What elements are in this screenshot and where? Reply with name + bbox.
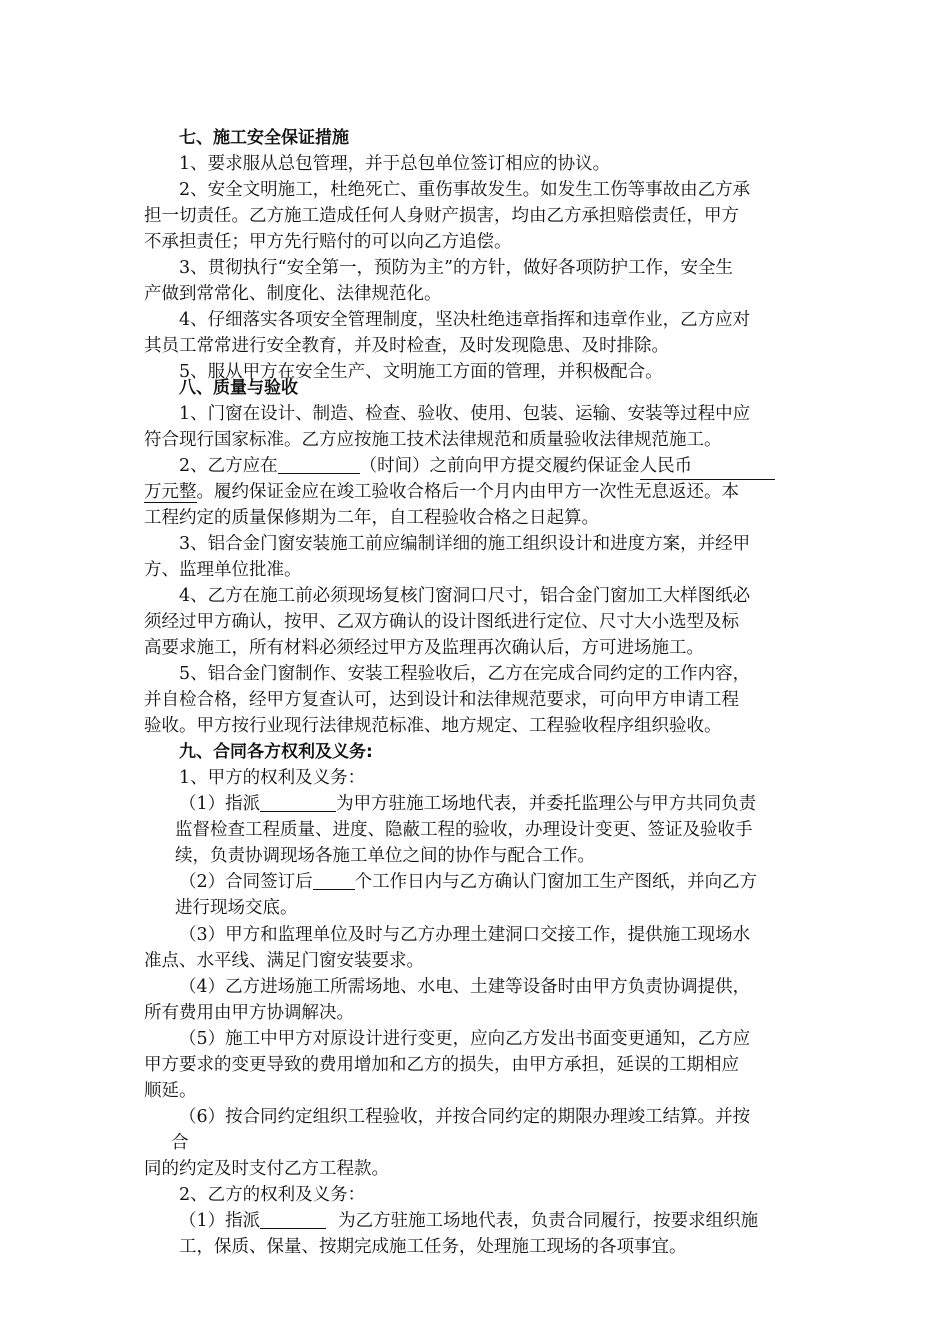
- amount-unit: 万元整: [144, 482, 197, 502]
- party-b-title: 2、乙方的权利及义务：: [179, 1185, 366, 1205]
- s8-item-2-line-1: [179, 453, 775, 480]
- party-a-item-2-rest: 个工作日内与乙方确认门窗加工生产图纸，并向乙方: [354, 872, 758, 892]
- s8-item-1-line-2: 符合现行国家标准。乙方应按施工技术法律规范和质量验收法律规范施工。: [144, 430, 722, 450]
- s8-item-2-line-3: 工程约定的质量保修期为二年，自工程验收合格之日起算。: [144, 508, 599, 528]
- section-7-heading: 七、施工安全保证措施: [179, 128, 349, 148]
- currency-label: 人民币: [639, 456, 693, 476]
- time-blank[interactable]: [278, 455, 360, 474]
- party-a-item-5-line-1: （5）施工中甲方对原设计进行变更，应向乙方发出书面变更通知，乙方应: [179, 1029, 751, 1049]
- party-b-item-1-prefix: （1）指派: [179, 1211, 261, 1231]
- s8-item-3-line-2: 方、监理单位批准。: [144, 560, 302, 580]
- s8-item-2-rest: 。履约保证金应在竣工验收合格后一个月内由甲方一次性无息返还。本: [196, 482, 739, 502]
- s7-item-2-line-1: 2、安全文明施工，杜绝死亡、重伤事故发生。如发生工伤等事故由乙方承: [179, 180, 751, 200]
- party-a-item-6-line-1: （6）按合同约定组织工程验收，并按合同约定的期限办理竣工结算。并按: [179, 1107, 751, 1127]
- s7-item-1: 1、要求服从总包管理，并于总包单位签订相应的协议。: [179, 154, 611, 174]
- party-a-item-1-rest: 为甲方驻施工场地代表，并委托监理公与甲方共同负责: [336, 794, 757, 814]
- s8-item-4-line-2: 须经过甲方确认，按甲、乙双方确认的设计图纸进行定位、尺寸大小选型及标: [144, 612, 739, 632]
- party-a-title: 1、甲方的权利及义务：: [179, 768, 366, 788]
- party-a-item-4-line-1: （4）乙方进场施工所需场地、水电、土建等设备时由甲方负责协调提供，: [179, 977, 751, 997]
- party-a-item-5-line-2: 甲方要求的变更导致的费用增加和乙方的损失，由甲方承担，延误的工期相应: [144, 1055, 739, 1075]
- party-a-item-1-line-1: [179, 791, 756, 817]
- section-8-heading: 八、质量与验收: [179, 378, 298, 398]
- s7-item-2-line-2: 担一切责任。乙方施工造成任何人身财产损害，均由乙方承担赔偿责任，甲方: [144, 206, 739, 226]
- party-a-representative-blank[interactable]: [260, 793, 336, 812]
- s7-item-5: 5、服从甲方在安全生产、文明施工方面的管理，并积极配合。: [179, 362, 663, 382]
- deposit-amount-field[interactable]: [640, 453, 775, 480]
- s8-item-2-mid: （时间）之前向甲方提交履约保证金: [359, 456, 640, 476]
- party-a-item-1-prefix: （1）指派: [179, 794, 261, 814]
- s8-item-2-prefix: 2、乙方应在: [179, 456, 278, 476]
- s8-item-5-line-2: 并自检合格，经甲方复查认可，达到设计和法律规范要求，可向甲方申请工程: [144, 690, 739, 710]
- party-b-item-1-line-1: [179, 1208, 758, 1234]
- s8-item-5-line-1: 5、铝合金门窗制作、安装工程验收后，乙方在完成合同约定的工作内容，: [179, 664, 751, 684]
- party-a-item-3-line-1: （3）甲方和监理单位及时与乙方办理土建洞口交接工作，提供施工现场水: [179, 925, 751, 945]
- s8-item-1-line-1: 1、门窗在设计、制造、检查、验收、使用、包装、运输、安装等过程中应: [179, 404, 751, 424]
- party-b-item-1-rest: 为乙方驻施工场地代表，负责合同履行，按要求组织施: [338, 1211, 759, 1231]
- party-a-item-5-line-3: 顺延。: [144, 1081, 197, 1101]
- s8-item-5-line-3: 验收。甲方按行业现行法律规范标准、地方规定、工程验收程序组织验收。: [144, 716, 722, 736]
- section-9-heading: 九、合同各方权利及义务:: [179, 742, 373, 762]
- s7-item-3-line-1: 3、贯彻执行“安全第一，预防为主”的方针，做好各项防护工作，安全生: [179, 258, 734, 278]
- party-a-item-2-prefix: （2）合同签订后: [179, 872, 313, 892]
- party-a-item-4-line-2: 所有费用由甲方协调解决。: [144, 1003, 354, 1023]
- party-a-item-6-line-2: 合: [171, 1133, 189, 1153]
- party-a-item-1-line-2: 监督检查工程质量、进度、隐蔽工程的验收，办理设计变更、签证及验收手: [175, 820, 753, 840]
- party-b-representative-blank[interactable]: [260, 1210, 326, 1229]
- s7-item-4-line-2: 其员工常常进行安全教育，并及时检查，及时发现隐患、及时排除。: [144, 336, 669, 356]
- party-a-item-6-line-3: 同的约定及时支付乙方工程款。: [144, 1159, 389, 1179]
- party-a-item-3-line-2: 准点、水平线、满足门窗安装要求。: [144, 951, 424, 971]
- s8-item-4-line-3: 高要求施工，所有材料必须经过甲方及监理再次确认后，方可进场施工。: [144, 638, 704, 658]
- party-a-item-1-line-3: 续，负责协调现场各施工单位之间的协作与配合工作。: [175, 846, 595, 866]
- s8-item-3-line-1: 3、铝合金门窗安装施工前应编制详细的施工组织设计和进度方案，并经甲: [179, 534, 751, 554]
- s8-item-4-line-1: 4、乙方在施工前必须现场复核门窗洞口尺寸，铝合金门窗加工大样图纸必: [179, 586, 751, 606]
- s8-item-2-line-2: [144, 479, 739, 505]
- workdays-blank[interactable]: [313, 871, 355, 890]
- s7-item-4-line-1: 4、仔细落实各项安全管理制度，坚决杜绝违章指挥和违章作业，乙方应对: [179, 310, 751, 330]
- party-a-item-2-line-1: [179, 869, 757, 895]
- party-a-item-2-line-2: 进行现场交底。: [175, 898, 298, 918]
- s7-item-2-line-3: 不承担责任；甲方先行赔付的可以向乙方追偿。: [144, 232, 512, 252]
- s7-item-3-line-2: 产做到常常化、制度化、法律规范化。: [144, 284, 442, 304]
- party-b-item-1-line-2: 工，保质、保量、按期完成施工任务，处理施工现场的各项事宜。: [179, 1237, 687, 1257]
